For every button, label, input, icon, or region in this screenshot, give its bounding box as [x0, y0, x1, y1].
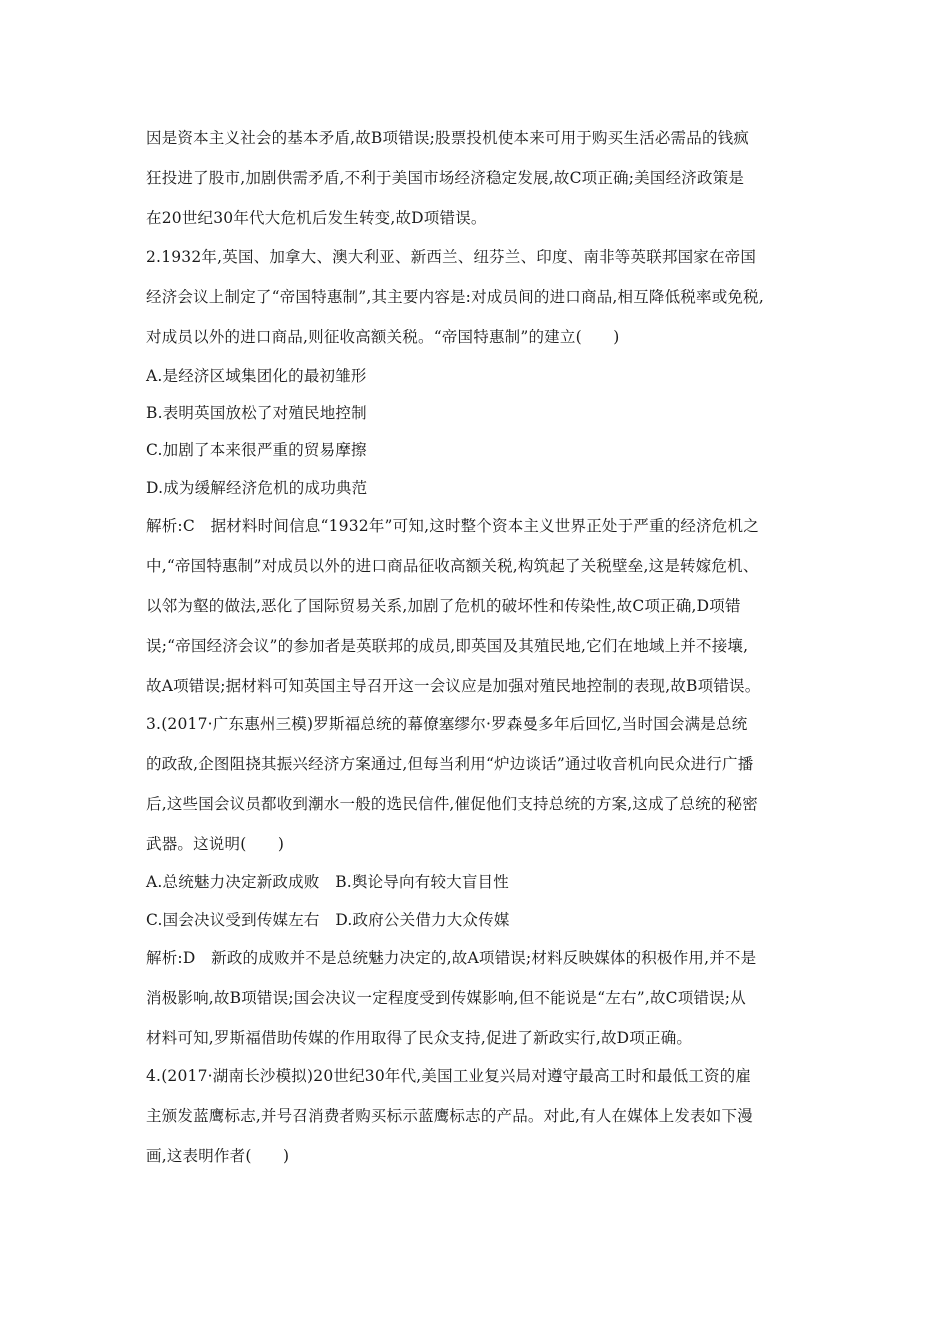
option-d: D.成为缓解经济危机的成功典范	[146, 479, 368, 497]
options-ab: A.总统魅力决定新政成败 B.舆论导向有较大盲目性	[146, 873, 509, 891]
text-line: 因是资本主义社会的基本矛盾,故B项错误;股票投机使本来可用于购买生活必需品的钱疯	[146, 129, 750, 147]
text-line: 后,这些国会议员都收到潮水一般的选民信件,催促他们支持总统的方案,这成了总统的秘密	[146, 795, 758, 813]
analysis-2: 解析:C 据材料时间信息“1932年”可知,这时整个资本主义世界正处于严重的经济危机之	[146, 517, 759, 535]
question-4-stem: 4.(2017·湖南长沙模拟)20世纪30年代,美国工业复兴局对遵守最高工时和最低工资的雇	[146, 1067, 752, 1085]
text-line: 经济会议上制定了“帝国特惠制”,其主要内容是:对成员间的进口商品,相互降低税率或免税,	[146, 288, 764, 306]
text-line: 狂投进了股市,加剧供需矛盾,不利于美国市场经济稳定发展,故C项正确;美国经济政策是	[146, 169, 745, 187]
options-cd: C.国会决议受到传媒左右 D.政府公关借力大众传媒	[146, 911, 510, 929]
option-c: C.加剧了本来很严重的贸易摩擦	[146, 441, 367, 459]
text-line: 的政敌,企图阻挠其振兴经济方案通过,但每当利用“炉边谈话”通过收音机向民众进行广播	[146, 755, 754, 773]
text-line: 故A项错误;据材料可知英国主导召开这一会议应是加强对殖民地控制的表现,故B项错误。	[146, 677, 761, 695]
text-line: 主颁发蓝鹰标志,并号召消费者购买标示蓝鹰标志的产品。对此,有人在媒体上发表如下漫	[146, 1107, 753, 1125]
analysis-3: 解析:D 新政的成败并不是总统魅力决定的,故A项错误;材料反映媒体的积极作用,并不是	[146, 949, 757, 967]
text-line: 以邻为壑的做法,恶化了国际贸易关系,加剧了危机的破坏性和传染性,故C项正确,D项错	[146, 597, 741, 615]
question-2-stem: 2.1932年,英国、加拿大、澳大利亚、新西兰、纽芬兰、印度、南非等英联邦国家在帝国	[146, 248, 757, 266]
text-line: 在20世纪30年代大危机后发生转变,故D项错误。	[146, 209, 487, 227]
text-line: 消极影响,故B项错误;国会决议一定程度受到传媒影响,但不能说是“左右”,故C项错误;从	[146, 989, 746, 1007]
text-line: 画,这表明作者( )	[146, 1147, 290, 1165]
text-line: 中,“帝国特惠制”对成员以外的进口商品征收高额关税,构筑起了关税壁垒,这是转嫁危机、	[146, 557, 759, 575]
text-line: 误;“帝国经济会议”的参加者是英联邦的成员,即英国及其殖民地,它们在地域上并不接壤,	[146, 637, 749, 655]
text-line: 武器。这说明( )	[146, 835, 285, 853]
option-b: B.表明英国放松了对殖民地控制	[146, 404, 367, 422]
option-a: A.是经济区域集团化的最初雏形	[146, 367, 367, 385]
text-line: 材料可知,罗斯福借助传媒的作用取得了民众支持,促进了新政实行,故D项正确。	[146, 1029, 693, 1047]
text-line: 对成员以外的进口商品,则征收高额关税。“帝国特惠制”的建立( )	[146, 328, 620, 346]
question-3-stem: 3.(2017·广东惠州三模)罗斯福总统的幕僚塞缪尔·罗森曼多年后回忆,当时国会满是总统	[146, 715, 748, 733]
